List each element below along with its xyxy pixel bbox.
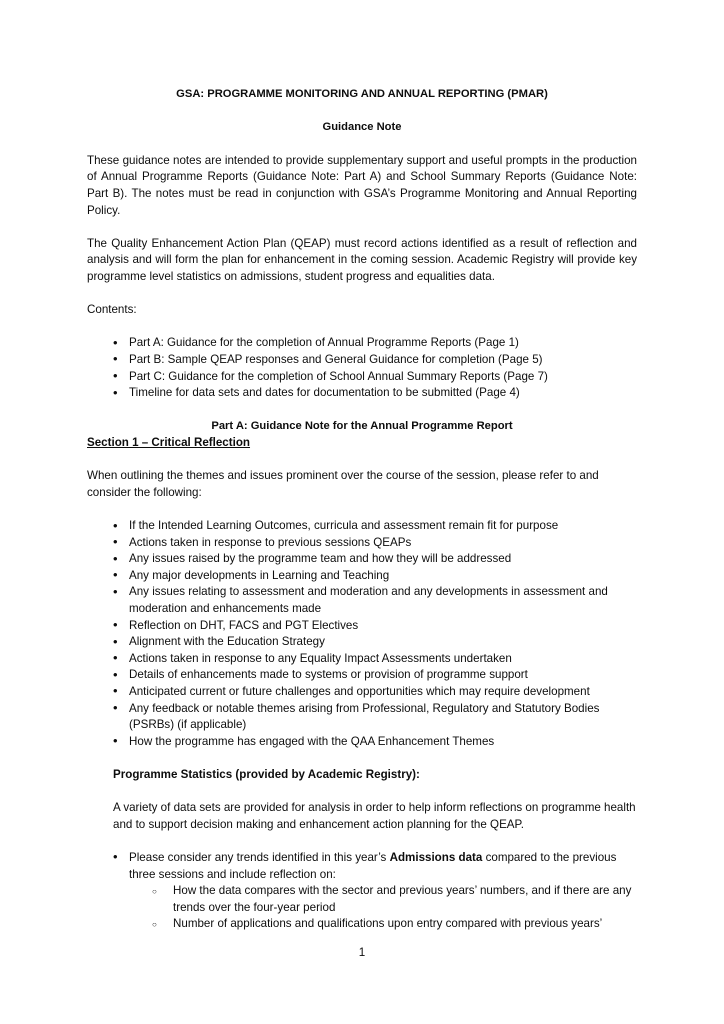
admissions-bullet-list bbox=[87, 850, 637, 883]
programme-statistics-block bbox=[87, 767, 637, 833]
list-item: • Reflection on DHT, FACS and PGT Electives bbox=[87, 618, 637, 635]
list-item: • Actions taken in response to previous sessions QEAPs bbox=[87, 535, 637, 552]
list-item: • Any major developments in Learning and Teaching bbox=[87, 568, 637, 585]
spacer bbox=[87, 833, 637, 850]
part-a-heading: Part A: Guidance Note for the Annual Programme Report bbox=[211, 420, 513, 433]
spacer bbox=[87, 286, 637, 303]
section-1-intro: When outlining the themes and issues prominent over the course of the session, please refer to and consider the following: bbox=[87, 469, 599, 499]
document-subtitle: Guidance Note bbox=[322, 121, 402, 134]
list-item: • Any issues raised by the programme team and how they will be addressed bbox=[87, 551, 637, 568]
contents-list bbox=[87, 335, 637, 401]
spacer bbox=[87, 750, 637, 767]
document-body bbox=[87, 86, 637, 933]
admissions-data-emphasis: Admissions data bbox=[389, 850, 483, 864]
list-item: • Part B: Sample QEAP responses and General Guidance for completion (Page 5) bbox=[87, 352, 637, 369]
programme-statistics-intro: A variety of data sets are provided for analysis in order to help inform reflections on programme health and to support decision making and enhancement action planning for the QEAP. bbox=[113, 801, 636, 831]
programme-statistics-heading: Programme Statistics (provided by Academic Registry): bbox=[113, 767, 420, 781]
critical-reflection-list bbox=[87, 518, 637, 750]
list-item: • Details of enhancements made to systems or provision of programme support bbox=[87, 667, 637, 684]
spacer bbox=[87, 136, 637, 153]
spacer bbox=[87, 319, 637, 336]
list-item: • Any feedback or notable themes arising from Professional, Regulatory and Statutory Bodies (PSRBs) (if applicable) bbox=[87, 701, 637, 734]
admissions-sub-list bbox=[87, 883, 637, 933]
list-item: • Part C: Guidance for the completion of School Annual Summary Reports (Page 7) bbox=[87, 369, 637, 386]
intro-paragraph-2: The Quality Enhancement Action Plan (QEAP) must record actions identified as a result of reflection and analysis and will form the plan for enhancement in the coming session. Academic Registry will provide key programme level statistics on admissions, student progress and equalities data. bbox=[87, 236, 637, 283]
page-number: 1 bbox=[358, 946, 366, 959]
admissions-text-after: compared to the previous three sessions and include reflection on: bbox=[129, 850, 617, 881]
admissions-text-before: Please consider any trends identified in this year’s bbox=[129, 850, 390, 864]
spacer bbox=[87, 402, 637, 419]
list-item: • Timeline for data sets and dates for documentation to be submitted (Page 4) bbox=[87, 385, 637, 402]
section-1-heading: Section 1 – Critical Reflection bbox=[87, 436, 251, 450]
spacer bbox=[113, 784, 637, 801]
intro-paragraph-1: These guidance notes are intended to provide supplementary support and useful prompts in the production of Annual Programme Reports (Guidance Note: Part A) and School Summary Reports (Guidance Note: Part B). The notes must be read in conjunction with GSA’s Programme Monitoring and Annual Reporting Policy. bbox=[87, 153, 637, 217]
list-item: • Part A: Guidance for the completion of Annual Programme Reports (Page 1) bbox=[87, 335, 637, 352]
list-item bbox=[87, 850, 637, 883]
contents-label: Contents: bbox=[87, 303, 137, 317]
list-item: • If the Intended Learning Outcomes, curricula and assessment remain fit for purpose bbox=[87, 518, 637, 535]
list-item: ○ Number of applications and qualifications upon entry compared with previous years’ bbox=[87, 916, 637, 933]
list-item: • Anticipated current or future challenges and opportunities which may require development bbox=[87, 684, 637, 701]
list-item: • Any issues relating to assessment and moderation and any developments in assessment and moderation and enhancements made bbox=[87, 584, 637, 617]
list-item: • Actions taken in response to any Equality Impact Assessments undertaken bbox=[87, 651, 637, 668]
spacer bbox=[87, 219, 637, 236]
spacer bbox=[87, 501, 637, 518]
spacer bbox=[87, 452, 637, 469]
list-item: ○ How the data compares with the sector and previous years’ numbers, and if there are any trends over the four-year period bbox=[87, 883, 637, 916]
page-title: GSA: PROGRAMME MONITORING AND ANNUAL REPORTING (PMAR) bbox=[176, 88, 548, 100]
list-item: • Alignment with the Education Strategy bbox=[87, 634, 637, 651]
list-item: • How the programme has engaged with the QAA Enhancement Themes bbox=[87, 734, 637, 751]
